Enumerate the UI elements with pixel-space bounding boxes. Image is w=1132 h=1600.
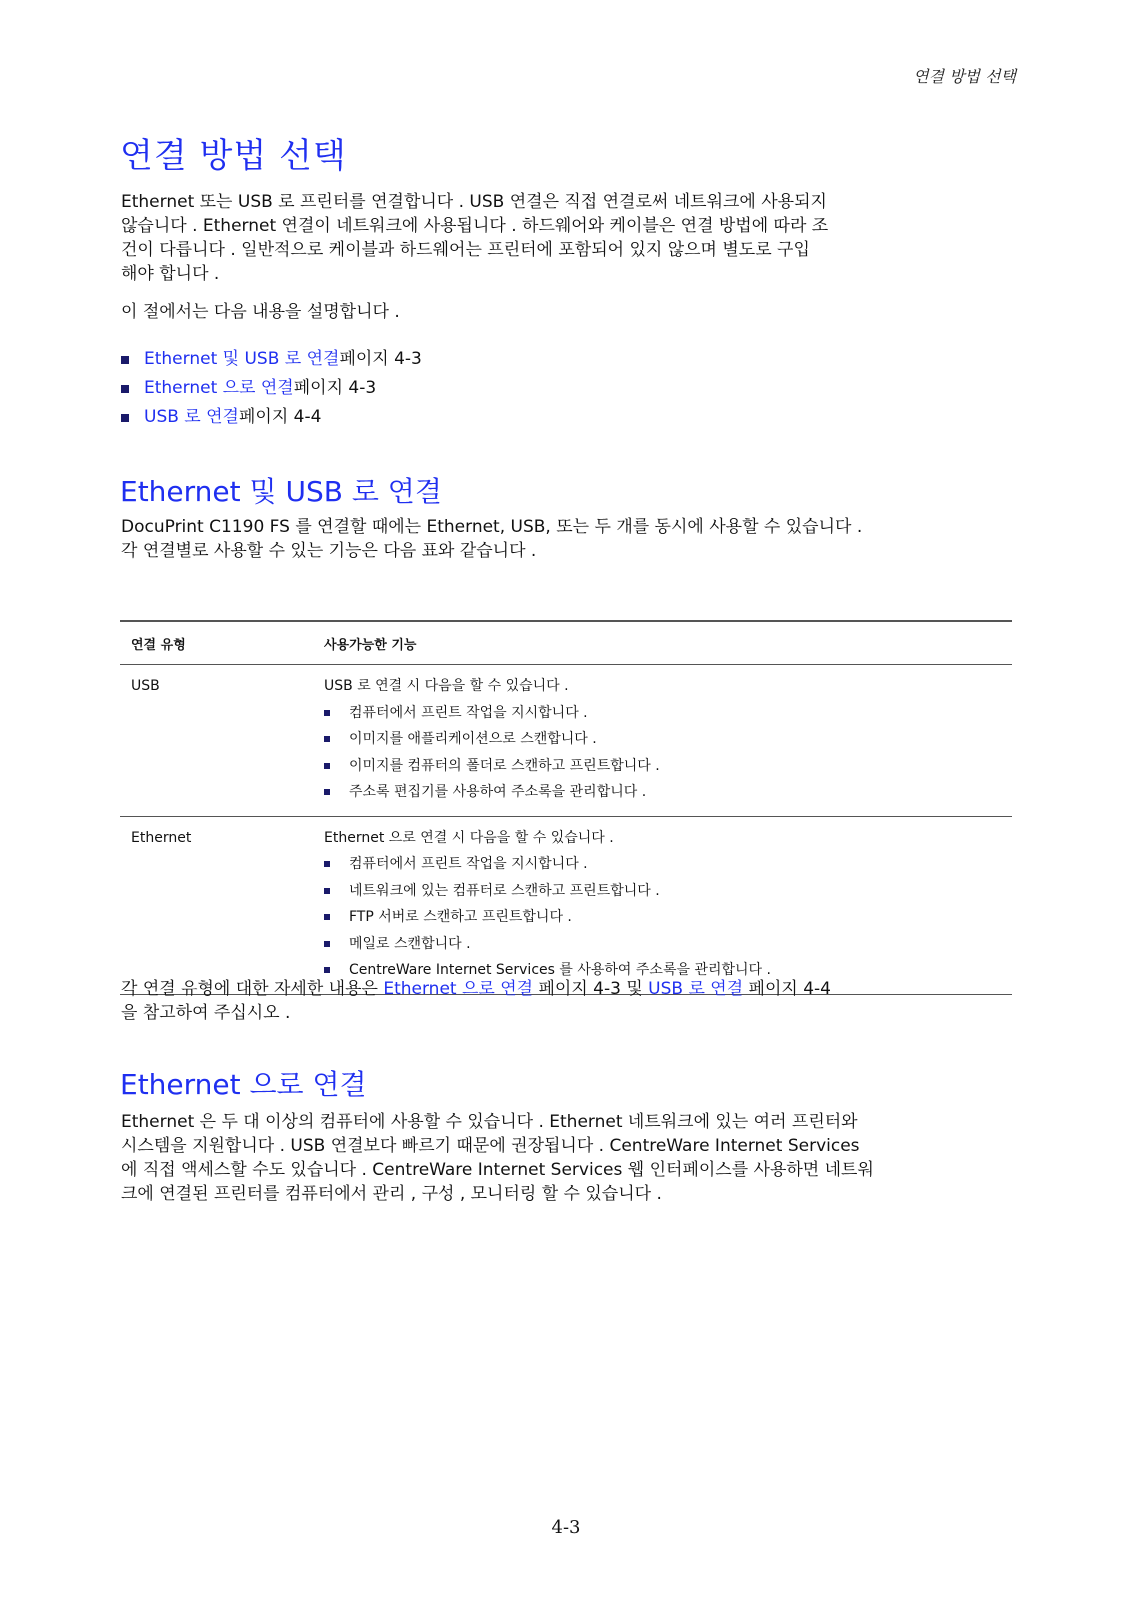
- section1-line: DocuPrint C1190 FS 를 연결할 때에는 Ethernet, USB, 또는 두 개를 동시에 사용할 수 있습니다 .: [121, 517, 863, 537]
- bullet-square-icon: [324, 763, 330, 769]
- toc-list: [121, 345, 422, 432]
- table-header: [120, 622, 1012, 664]
- bullet-square-icon: [324, 967, 330, 973]
- bullet-square-icon: [324, 710, 330, 716]
- reference-line: 각 연결 유형에 대한 자세한 내용은 Ethernet 으로 연결 페이지 4-3 및 USB 로 연결 페이지 4-4: [121, 979, 831, 999]
- bullet-square-icon: [324, 888, 330, 894]
- section-heading-ethernet: Ethernet 으로 연결: [120, 1068, 367, 1101]
- bullet-square-icon: [324, 789, 330, 795]
- section-heading-ethernet-usb: Ethernet 및 USB 로 연결: [120, 475, 442, 508]
- intro-line: Ethernet 또는 USB 로 프린터를 연결합니다 . USB 연결은 직접 연결로써 네트워크에 사용되지: [121, 192, 827, 212]
- section2-paragraph: [121, 1110, 1011, 1206]
- page-number: 4-3: [551, 1517, 581, 1538]
- intro-paragraph: [121, 190, 1011, 286]
- row-type: Ethernet: [131, 829, 192, 846]
- bullet-square-icon: [324, 914, 330, 920]
- list-item: 네트워크에 있는 컴퓨터로 스캔하고 프린트합니다 .: [324, 878, 1012, 905]
- list-item: 주소록 편집기를 사용하여 주소록을 관리합니다 .: [324, 779, 1012, 806]
- bullet-square-icon: [121, 414, 129, 422]
- toc-item: [121, 374, 422, 403]
- intro-line: 건이 다릅니다 . 일반적으로 케이블과 하드웨어는 프린터에 포함되어 있지 않으며 별도로 구입: [121, 240, 810, 260]
- running-header: 연결 방법 선택: [913, 67, 1016, 86]
- row-intro: Ethernet 으로 연결 시 다음을 할 수 있습니다 .: [324, 829, 614, 846]
- section2-line: 에 직접 액세스할 수도 있습니다 . CentreWare Internet Services 웹 인터페이스를 사용하면 네트워: [121, 1160, 874, 1180]
- lead-text: 이 절에서는 다음 내용을 설명합니다 .: [121, 302, 400, 322]
- toc-item: [121, 345, 422, 374]
- section1-line: 각 연결별로 사용할 수 있는 기능은 다음 표와 같습니다 .: [121, 541, 537, 561]
- toc-link-ethernet[interactable]: Ethernet 으로 연결: [144, 378, 294, 398]
- page-title: 연결 방법 선택: [120, 136, 347, 176]
- bullet-square-icon: [324, 861, 330, 867]
- link-ethernet-connection[interactable]: Ethernet 으로 연결: [383, 979, 534, 999]
- list-item: FTP 서버로 스캔하고 프린트합니다 .: [324, 904, 1012, 931]
- table-row: [120, 665, 1012, 816]
- bullet-square-icon: [324, 736, 330, 742]
- row-intro: USB 로 연결 시 다음을 할 수 있습니다 .: [324, 678, 569, 694]
- table-row: [120, 817, 1012, 994]
- section2-line: 크에 연결된 프린터를 컴퓨터에서 관리 , 구성 , 모니터링 할 수 있습니다 .: [121, 1184, 662, 1204]
- intro-line: 해야 합니다 .: [121, 264, 220, 284]
- table-header-type: 연결 유형: [131, 637, 186, 653]
- section2-line: Ethernet 은 두 대 이상의 컴퓨터에 사용할 수 있습니다 . Ethernet 네트워크에 있는 여러 프린터와: [121, 1112, 858, 1132]
- connection-table: [120, 620, 1012, 995]
- list-item: 이미지를 애플리케이션으로 스캔합니다 .: [324, 726, 1012, 753]
- list-item: 이미지를 컴퓨터의 폴더로 스캔하고 프린트합니다 .: [324, 753, 1012, 780]
- bullet-square-icon: [324, 941, 330, 947]
- list-item: 메일로 스캔합니다 .: [324, 931, 1012, 958]
- reference-paragraph: [121, 977, 1011, 1025]
- reference-line: 을 참고하여 주십시오 .: [121, 1003, 291, 1023]
- table-header-features: 사용가능한 기능: [324, 637, 417, 653]
- list-item: CentreWare Internet Services 를 사용하여 주소록을 관리합니다 .: [324, 957, 1012, 984]
- section1-paragraph: [121, 515, 1011, 563]
- link-usb-connection[interactable]: USB 로 연결: [648, 979, 744, 999]
- toc-page-ref: 페이지 4-4: [238, 407, 322, 427]
- list-item: 컴퓨터에서 프린트 작업을 지시합니다 .: [324, 700, 1012, 727]
- toc-link-usb[interactable]: USB 로 연결: [144, 407, 239, 427]
- list-item: 컴퓨터에서 프린트 작업을 지시합니다 .: [324, 851, 1012, 878]
- row-type: USB: [131, 678, 160, 694]
- bullet-square-icon: [121, 385, 129, 393]
- bullet-square-icon: [121, 356, 129, 364]
- toc-page-ref: 페이지 4-3: [293, 378, 377, 398]
- toc-item: [121, 403, 422, 432]
- toc-link-ethernet-usb[interactable]: Ethernet 및 USB 로 연결: [144, 349, 340, 369]
- section2-line: 시스템을 지원합니다 . USB 연결보다 빠르기 때문에 권장됩니다 . CentreWare Internet Services: [121, 1136, 860, 1156]
- intro-line: 않습니다 . Ethernet 연결이 네트워크에 사용됩니다 . 하드웨어와 케이블은 연결 방법에 따라 조: [121, 216, 829, 236]
- row-features: [313, 825, 1012, 984]
- toc-page-ref: 페이지 4-3: [339, 349, 422, 369]
- row-features: [313, 673, 1012, 806]
